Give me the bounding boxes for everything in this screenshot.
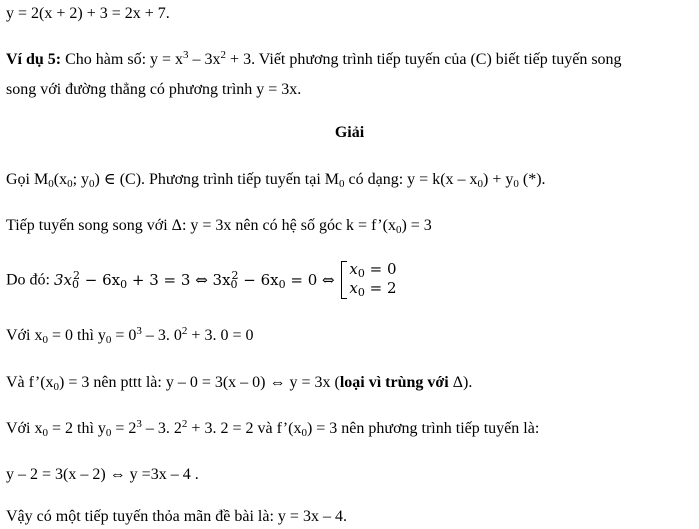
line-conclusion	[6, 507, 693, 527]
subscript: 0	[339, 178, 345, 190]
text: + 3. Viết phương trình tiếp tuyến của (C) biết tiếp tuyến song	[226, 51, 622, 68]
subscript: 0	[120, 277, 128, 291]
system-row-1	[349, 260, 396, 279]
math-text: + 3 = 3 ⇔ 3x	[127, 270, 231, 289]
subscript: 0	[357, 286, 365, 299]
subscript: 0	[357, 267, 365, 280]
exponent: 2	[181, 418, 188, 430]
text: ) = 3	[401, 217, 432, 234]
text: y = 2(x + 2) + 3 = 2x + 7.	[6, 5, 170, 22]
subscript: 0	[72, 277, 80, 291]
text: ) = 3 nên pttt là: y – 0 = 3(x – 0) ⇔ y = 3x (	[59, 374, 340, 391]
exponent: 2	[181, 325, 188, 337]
text: Vậy có một tiếp tuyến thỏa mãn đề bài là: y = 3x – 4.	[6, 508, 347, 525]
solution-system	[341, 260, 396, 298]
text: ) ∈ (C). Phương trình tiếp tuyến tại M	[94, 171, 340, 188]
text: song với đường thẳng có phương trình y = 3x.	[6, 81, 302, 98]
subscript: 0	[513, 178, 519, 190]
math-text: − 6x	[80, 270, 121, 289]
line-song-song	[6, 216, 693, 236]
line-goi	[6, 170, 693, 190]
text: + 3. 0 = 0	[187, 327, 254, 344]
text: Và f’(x	[6, 374, 54, 391]
text: + 3. 2 = 2 và f’(x	[187, 420, 302, 437]
exponent: 3	[183, 49, 189, 61]
subscript: 0	[67, 178, 73, 190]
example-5-line-2	[6, 80, 693, 100]
text: Với x	[6, 420, 43, 437]
math-text: x	[349, 260, 358, 278]
text: có dạng: y = k(x – x	[344, 171, 478, 188]
text: = 0 thì y	[47, 327, 106, 344]
text: y – 2 = 3(x – 2) ⇔ y =3x – 4 .	[6, 466, 199, 483]
subscript: 0	[278, 277, 286, 291]
line-voi-x0-2	[6, 419, 693, 439]
math-text: 3x	[54, 270, 73, 289]
subscript: 0	[48, 178, 54, 190]
text: Do đó:	[6, 271, 54, 289]
text: – 3. 0	[141, 327, 182, 344]
text: Gọi M	[6, 171, 49, 188]
line-voi-x0-0	[6, 326, 693, 346]
example-5-line-1	[6, 50, 693, 70]
math-expression	[54, 268, 340, 291]
subscript: 0	[42, 427, 48, 439]
text: Δ).	[448, 374, 473, 391]
exponent: 3	[136, 418, 142, 430]
equation-line-1	[6, 4, 693, 24]
exponent: 2	[73, 268, 81, 282]
math-text: = 0	[364, 260, 397, 278]
subscript: 0	[105, 427, 112, 439]
text: = 0	[111, 327, 137, 344]
exponent: 2	[220, 49, 227, 61]
subscript: 0	[301, 427, 307, 439]
math-text: = 2	[364, 279, 397, 297]
text: = 2	[111, 420, 137, 437]
line-do-do	[6, 262, 693, 302]
text: = 2 thì y	[47, 420, 106, 437]
text: Với x	[6, 327, 43, 344]
subscript: 0	[230, 277, 238, 291]
system-row-2	[349, 279, 396, 298]
bold-text: loại vì trùng với	[339, 374, 449, 391]
exponent: 2	[231, 268, 239, 282]
subscript: 0	[53, 381, 60, 393]
subscript: 0	[395, 224, 402, 236]
title: Giải	[334, 124, 365, 141]
subscript: 0	[477, 178, 484, 190]
text: (*).	[518, 171, 546, 188]
text: (x	[53, 171, 68, 188]
text: ) + y	[483, 171, 514, 188]
math-text: = 0 ⇔	[285, 270, 340, 289]
text: ; y	[72, 171, 90, 188]
solution-title	[0, 123, 699, 143]
text: Tiếp tuyến song song với Δ: y = 3x nên có hệ số góc k = f’(x	[6, 217, 396, 234]
subscript: 0	[105, 334, 112, 346]
subscript: 0	[89, 178, 95, 190]
math-text: − 6x	[238, 270, 279, 289]
exponent: 3	[136, 325, 142, 337]
text: Cho hàm số: y = x	[61, 51, 184, 68]
line-tiep-tuyen	[6, 465, 693, 485]
line-va	[6, 373, 693, 393]
math-text: x	[349, 279, 358, 297]
bracket	[341, 261, 347, 299]
subscript: 0	[42, 334, 48, 346]
text: ) = 3 nên phương trình tiếp tuyến là:	[306, 420, 540, 437]
example-label: Ví dụ 5:	[6, 51, 62, 68]
text: – 3. 2	[141, 420, 182, 437]
text: – 3x	[188, 51, 221, 68]
